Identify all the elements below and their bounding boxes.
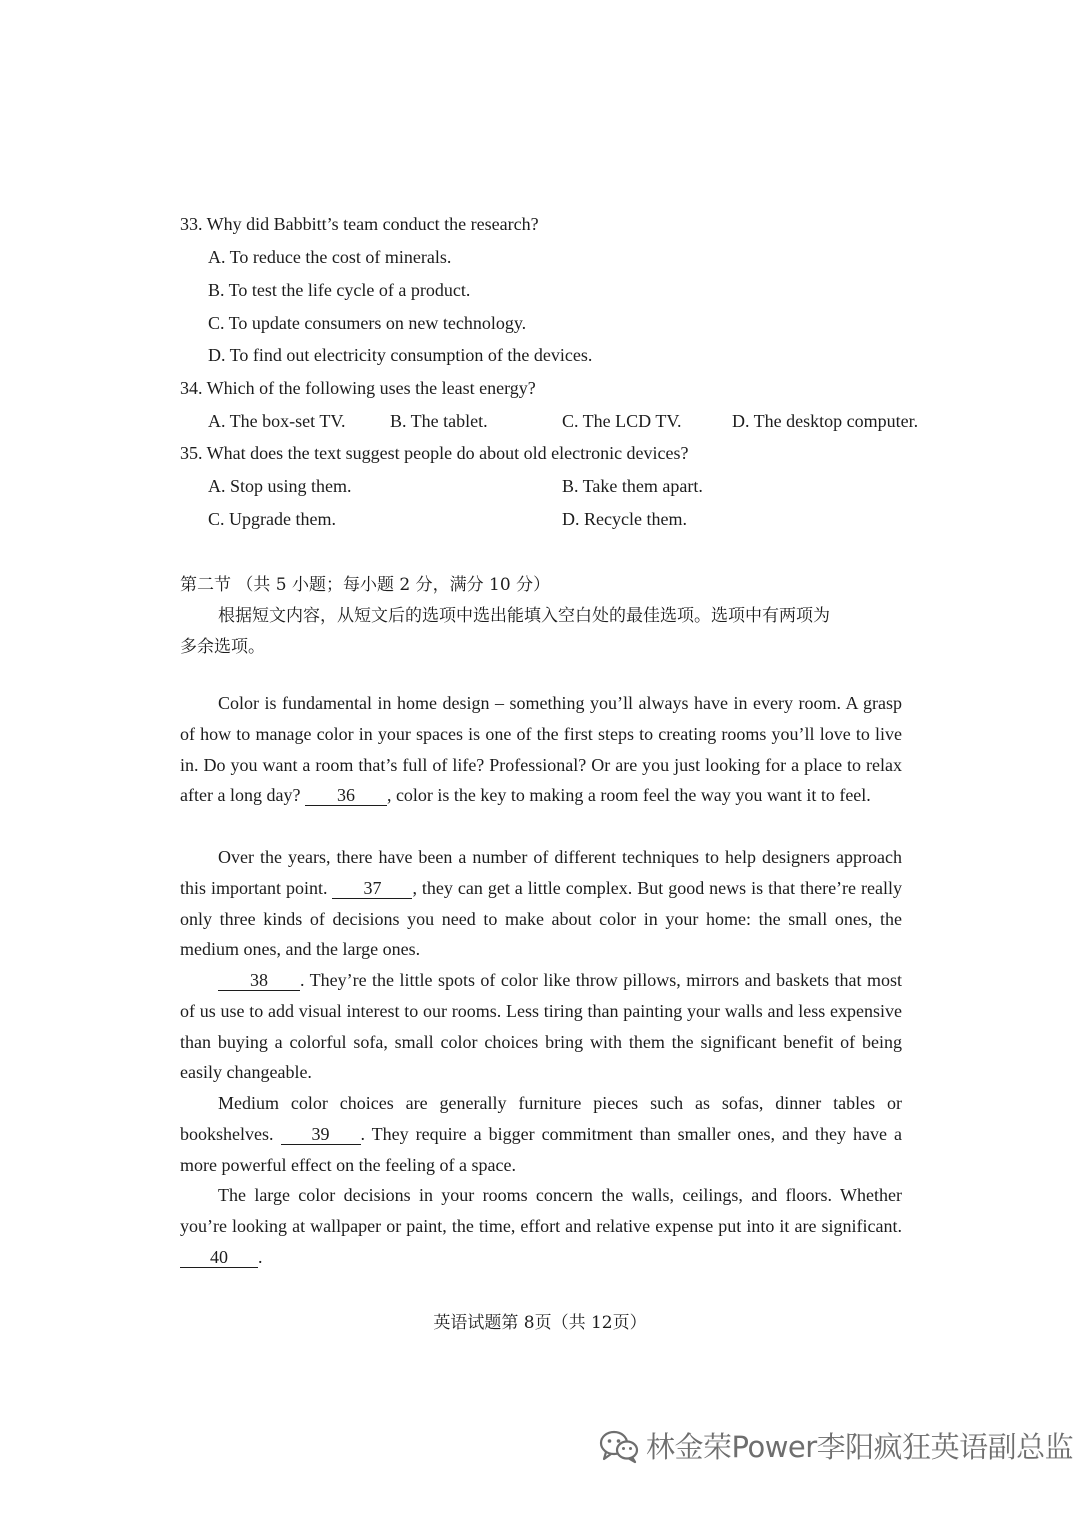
watermark-text: 林金荣Power李阳疯狂英语副总监 <box>646 1430 1074 1464</box>
passage-text: . They require a bigger commitment than smaller ones, and they have a more powerful effect on the feeling of a space. <box>180 1123 902 1175</box>
passage-paragraph-4 <box>180 1088 902 1180</box>
question-33-option-c: C. To update consumers on new technology. <box>208 313 527 333</box>
passage-text: Over the years, there have been a number of different techniques to help designers approach this important point. <box>180 847 902 898</box>
question-35-option-a: A. Stop using them. <box>208 476 352 496</box>
question-34-option-b: B. The tablet. <box>390 411 488 431</box>
section-instruction-line1: 根据短文内容，从短文后的选项中选出能填入空白处的最佳选项。选项中有两项为 <box>218 606 830 626</box>
question-35-stem: 35. What does the text suggest people do about old electronic devices? <box>180 443 689 463</box>
blank-40: 40 <box>180 1247 258 1268</box>
question-34-stem: 34. Which of the following uses the least energy? <box>180 378 536 398</box>
question-35-option-b: B. Take them apart. <box>562 476 703 496</box>
passage-paragraph-3 <box>180 965 902 1088</box>
blank-38: 38 <box>218 970 300 991</box>
blank-37: 37 <box>332 878 412 899</box>
question-35-option-d: D. Recycle them. <box>562 509 687 529</box>
question-33-option-d: D. To find out electricity consumption of the devices. <box>208 345 593 365</box>
passage-text: , color is the key to making a room feel the way you want it to feel. <box>386 785 871 806</box>
question-33-option-a: A. To reduce the cost of minerals. <box>208 247 452 267</box>
question-34-option-d: D. The desktop computer. <box>732 411 919 431</box>
passage-text: Color is fundamental in home design – something you’ll always have in every room. A grasp of how to manage color in your spaces is one of the first steps to creating rooms you’ll love to live in. Do you want a room that’s full of life? Professional? Or are you just looking for a place to relax after a long day? <box>180 693 902 806</box>
question-33-stem: 33. Why did Babbitt’s team conduct the research? <box>180 214 539 234</box>
passage-text: Medium color choices are generally furniture pieces such as sofas, dinner tables or bookshelves. <box>180 1093 902 1144</box>
passage-text: . <box>258 1246 263 1267</box>
question-35-option-c: C. Upgrade them. <box>208 509 336 529</box>
blank-39: 39 <box>281 1124 361 1145</box>
passage-text: The large color decisions in your rooms concern the walls, ceilings, and floors. Whether you’re looking at wallpaper or paint, the time, effort and relative expense put into it are significant. <box>180 1185 902 1236</box>
question-33-option-b: B. To test the life cycle of a product. <box>208 280 471 300</box>
section-heading: 第二节 （共 5 小题；每小题 2 分，满分 10 分） <box>180 575 551 595</box>
watermark <box>598 1425 1073 1466</box>
section-instruction-line2: 多余选项。 <box>180 637 265 657</box>
passage-paragraph-1 <box>180 688 902 811</box>
blank-36: 36 <box>305 785 387 806</box>
passage-text: , they can get a little complex. But good news is that there’re really only three kinds of decisions you need to make about color in your home: the small ones, the medium ones, and the large ones. <box>180 877 902 960</box>
passage-text: . They’re the little spots of color like throw pillows, mirrors and baskets that most of us use to add visual interest to our rooms. Less tiring than painting your walls and less expensive than buying a colorful sofa, small color choices bring with them the significant benefit of being easily changeable. <box>180 970 902 1083</box>
passage-paragraph-2 <box>180 842 902 965</box>
wechat-icon <box>598 1428 640 1464</box>
question-34-option-c: C. The LCD TV. <box>562 411 682 431</box>
passage-paragraph-5 <box>180 1180 902 1272</box>
question-34-option-a: A. The box-set TV. <box>208 411 346 431</box>
page-footer: 英语试题第 8页（共 12页） <box>433 1313 647 1333</box>
